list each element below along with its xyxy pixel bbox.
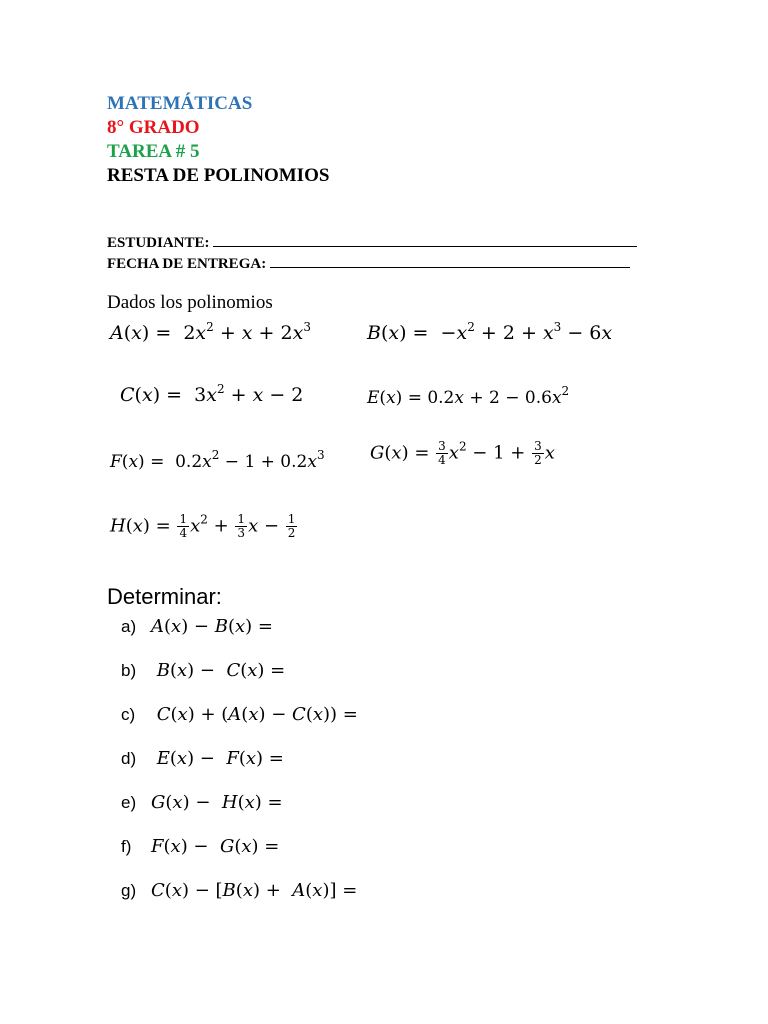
exercise-expression: C(x) − [B(x) + A(x)] = bbox=[151, 880, 358, 901]
exercise-label: e) bbox=[121, 793, 137, 812]
exercise-expression: F(x) − G(x) = bbox=[151, 836, 280, 857]
intro-text: Dados los polinomios bbox=[107, 292, 273, 313]
exercise-expression: G(x) − H(x) = bbox=[151, 792, 283, 813]
student-blank-line[interactable] bbox=[213, 232, 637, 247]
exercise-expression: C(x) + (A(x) − C(x)) = bbox=[156, 704, 358, 725]
exercise-g bbox=[121, 880, 357, 901]
exercise-label: a) bbox=[121, 617, 137, 636]
task-title: TAREA # 5 bbox=[107, 141, 200, 162]
subject-title: MATEMÁTICAS bbox=[107, 93, 253, 114]
determine-title: Determinar: bbox=[107, 584, 222, 609]
topic-title: RESTA DE POLINOMIOS bbox=[107, 165, 330, 186]
polynomial-e: $E(x) = 0.2x + 2 - 0.6x^2$ bbox=[367, 384, 570, 408]
exercise-label: f) bbox=[121, 837, 132, 856]
polynomial-a: $A(x) = 2x^2 + x + 2x^3$ bbox=[110, 320, 311, 344]
exercise-label: d) bbox=[121, 749, 137, 768]
exercise-e bbox=[121, 792, 283, 813]
student-field bbox=[107, 232, 637, 252]
grade-title: 8° GRADO bbox=[107, 117, 200, 138]
polynomial-c: $C(x) = 3x^2 + x - 2$ bbox=[120, 382, 304, 406]
exercise-c bbox=[121, 704, 358, 725]
exercise-b bbox=[121, 660, 285, 681]
student-label: ESTUDIANTE: bbox=[107, 235, 210, 251]
polynomial-h: H(x) = $\frac{1}{4}$ $x^2$ + $\frac{1}{3}$ x − $\frac{1}{2}$ bbox=[110, 512, 296, 540]
due-date-field bbox=[107, 253, 630, 273]
polynomial-g: G(x) = $\frac{3}{4}$ $x^2 - 1$ + $\frac{3}{2}$ x bbox=[370, 439, 555, 467]
exercise-expression: A(x) − B(x) = bbox=[151, 616, 273, 637]
exercise-a bbox=[121, 616, 273, 637]
exercise-label: g) bbox=[121, 881, 137, 900]
due-date-label: FECHA DE ENTREGA: bbox=[107, 256, 267, 272]
exercise-d bbox=[121, 748, 284, 769]
exercise-label: c) bbox=[121, 705, 136, 724]
polynomial-f: $F(x) = 0.2x^2 - 1 + 0.2x^3$ bbox=[110, 448, 325, 472]
exercise-expression: B(x) − C(x) = bbox=[156, 660, 286, 681]
exercise-label: b) bbox=[121, 661, 137, 680]
exercise-expression: E(x) − F(x) = bbox=[156, 748, 284, 769]
due-date-blank-line[interactable] bbox=[270, 253, 630, 268]
polynomial-b: $B(x) = -x^2 + 2 + x^3 - 6x$ bbox=[367, 320, 613, 344]
exercise-f bbox=[121, 836, 279, 857]
